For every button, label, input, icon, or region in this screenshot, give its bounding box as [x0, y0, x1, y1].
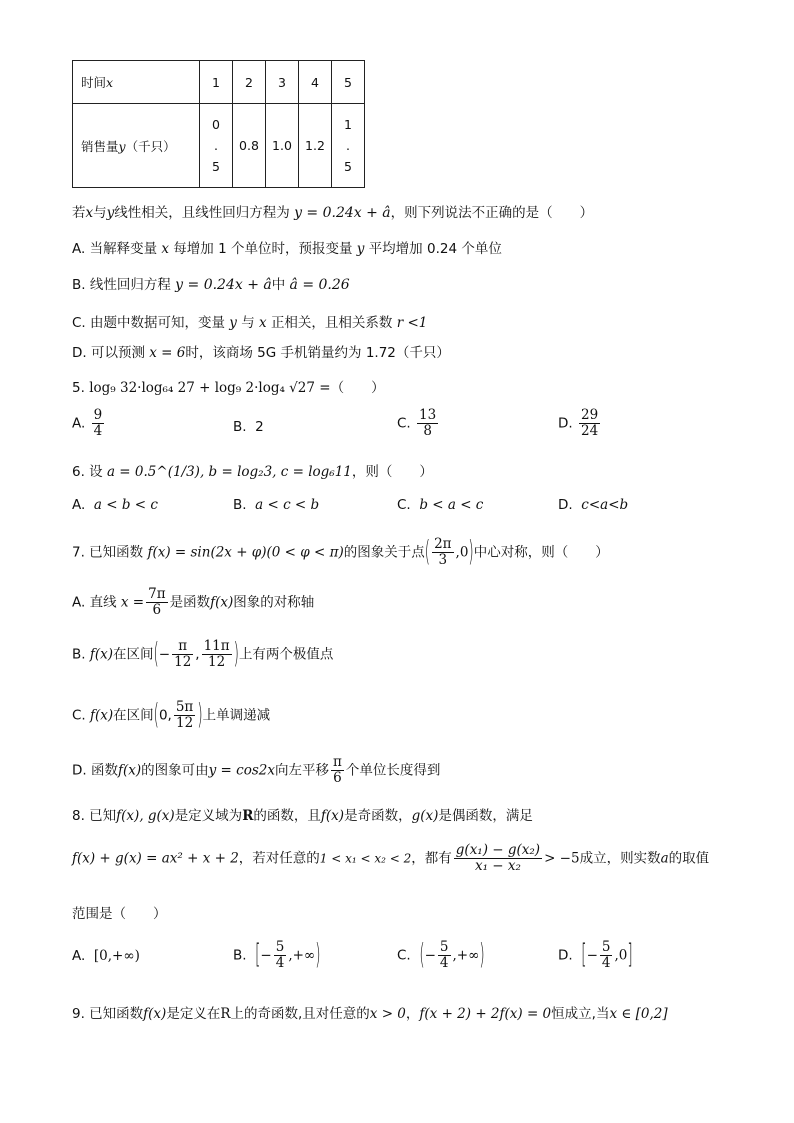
cell-digit: 0 — [212, 117, 220, 132]
table-cell: 0.8 — [233, 104, 266, 188]
text: 向左平移 — [274, 762, 329, 779]
question-4-option-d — [72, 341, 450, 361]
value: c<a<b — [581, 497, 629, 513]
text: 6. 设 — [72, 464, 103, 480]
table-header-sales-var: y — [118, 138, 126, 154]
question-6-option-b: B. a < c < b — [233, 497, 320, 513]
cell-dot: . — [214, 138, 218, 153]
text: 平均增加 0.24 个单位 — [368, 241, 502, 257]
question-5-option-c: C. $\frac{13}{8}$ — [397, 407, 437, 439]
fraction — [174, 700, 195, 731]
numerator: 9 — [93, 407, 103, 423]
left-bracket: [ — [255, 939, 261, 972]
variable: a — [660, 850, 669, 867]
left-paren: ( — [153, 698, 159, 733]
fraction — [579, 408, 600, 439]
numerator: 13 — [419, 407, 437, 423]
inequality: > −5 — [544, 850, 580, 867]
table-header-time-var: x — [106, 75, 114, 90]
cell-dot: . — [346, 138, 350, 153]
question-7-option-b: B. f(x)在区间(− $\frac{\pi}{12}$ , $\frac{11\pi}{12}$ )上有两个极值点 — [72, 637, 334, 672]
text: 正相关，且相关系数 — [270, 315, 393, 331]
question-8-line-2 — [72, 843, 709, 874]
question-6-stem — [72, 460, 433, 480]
point-tail: ,0 — [455, 544, 469, 561]
numerator: π — [172, 639, 193, 655]
denominator: 6 — [152, 601, 162, 618]
text: 图象的对称轴 — [233, 594, 315, 611]
text: 上单调递减 — [202, 707, 271, 724]
right-bracket: ] — [627, 939, 633, 972]
text: 的函数，且 — [253, 808, 321, 824]
interval-tail: ,+∞ — [452, 947, 480, 964]
function-definition: f(x) = sin(2x + φ)(0 < φ < π) — [147, 544, 344, 561]
regression-equation: y = 0.24x + â — [294, 205, 391, 221]
text: 在区间 — [113, 707, 154, 724]
numerator: g(x₁) − g(x₂) — [455, 842, 541, 858]
equation: x = — [120, 594, 145, 611]
question-5-stem — [72, 376, 385, 396]
text: 与 — [241, 315, 255, 331]
value: 2 — [255, 419, 264, 435]
interval-tail: ,+∞ — [288, 947, 316, 964]
question-8-option-a: A. [0,+∞) — [72, 948, 140, 964]
equation: y = 0.24x + â — [175, 277, 272, 293]
text: 恒成立,当 — [551, 1006, 610, 1022]
text: 是奇函数， — [344, 808, 412, 824]
right-paren: ) — [315, 938, 321, 973]
function: f(x) — [320, 808, 345, 824]
table-header-sales-label: 销售量 — [81, 138, 119, 154]
denominator: 6 — [333, 769, 342, 786]
question-7-option-a — [72, 587, 314, 618]
equation: f(x) + g(x) = ax² + x + 2 — [72, 850, 239, 867]
function: f(x) — [90, 707, 114, 724]
cell-digit: 1 — [344, 117, 352, 132]
equation: â = 0.26 — [289, 277, 350, 293]
left-paren: ( — [419, 938, 425, 973]
cell-digit: 5 — [212, 159, 220, 174]
numerator: 29 — [580, 407, 599, 423]
table-cell: 1.2 — [299, 104, 332, 188]
function: f(x) — [210, 594, 234, 611]
question-number: 5. — [72, 380, 85, 396]
text: D. 函数 — [72, 762, 118, 779]
left-bracket: [ — [581, 939, 587, 972]
function: g(x) — [411, 808, 439, 824]
numerator: π — [332, 754, 342, 770]
function: f(x) — [143, 1006, 167, 1022]
fraction — [274, 940, 287, 971]
fraction — [92, 408, 105, 439]
text: C. — [72, 707, 86, 724]
text: B. — [72, 646, 86, 663]
fraction — [438, 940, 451, 971]
real-set: R — [220, 1006, 231, 1022]
numerator: 5π — [175, 699, 194, 715]
question-4-stem: 若x与y线性相关，且线性回归方程为 y = 0.24x + â，则下列说法不正确的是（ ） — [72, 205, 594, 221]
question-6-option-d: D. c<a<b — [558, 497, 629, 513]
left-paren: ( — [153, 637, 159, 672]
text: A. 当解释变量 — [72, 241, 158, 257]
text: 若 — [72, 205, 86, 221]
denominator: 8 — [423, 422, 432, 439]
table-cell: 5 — [332, 61, 365, 104]
condition: x > 0 — [369, 1006, 406, 1022]
denominator: 4 — [439, 954, 449, 971]
text: 上的奇函数,且对任意的 — [230, 1006, 370, 1022]
table-cell — [332, 104, 365, 188]
question-8-option-b: B. [− $\frac{5}{4}$ ,+∞) — [233, 938, 321, 973]
interval-tail: ,0 — [614, 947, 628, 964]
question-8-line-1 — [72, 804, 533, 824]
text: D. 可以预测 — [72, 345, 145, 361]
question-8-option-c: C. (− $\frac{5}{4}$ ,+∞) — [397, 938, 485, 973]
denominator: x₁ − x₂ — [474, 857, 521, 874]
question-8-option-d: D. [− $\frac{5}{4}$ ,0] — [558, 939, 633, 972]
text: 的图象关于点 — [343, 544, 425, 561]
text: 是函数 — [169, 594, 211, 611]
text: 在区间 — [113, 646, 154, 663]
denominator: 4 — [275, 954, 285, 971]
fraction — [600, 940, 613, 971]
question-6-option-a: A. a < b < c — [72, 497, 158, 513]
numerator: 11π — [203, 638, 230, 654]
value: a < c < b — [255, 497, 320, 513]
text: ，若对任意的 — [238, 850, 320, 867]
question-7-stem — [72, 537, 609, 568]
question-7-option-c: C. f(x)在区间(0, $\frac{5\pi}{12}$ )上单调递减 — [72, 698, 271, 733]
equation: f(x + 2) + 2f(x) = 0 — [419, 1006, 552, 1022]
definitions: a = 0.5^(1/3), b = log₂3, c = log₆11 — [106, 464, 352, 480]
function: f(x) — [117, 762, 142, 779]
denominator: 12 — [208, 653, 226, 670]
table-cell — [200, 104, 233, 188]
numerator: 2π — [434, 536, 452, 552]
text: 是定义域为 — [174, 808, 243, 824]
question-4-option-a: A. 当解释变量 x 每增加 1 个单位时，预报变量 y 平均增加 0.24 个单位 — [72, 241, 502, 257]
right-paren: ) — [468, 535, 474, 570]
log-expression: log₉ 32·log₆₄ 27 + log₉ 2·log₄ √27 =（ ） — [89, 380, 385, 396]
numerator: 5 — [601, 939, 611, 955]
question-9-line-1 — [72, 1002, 668, 1022]
table-cell: 1 — [200, 61, 233, 104]
numerator: 7π — [148, 586, 166, 602]
text: 线性相关，且线性回归方程为 — [114, 205, 290, 221]
fraction — [432, 537, 453, 568]
text: 中心对称，则（ ） — [473, 544, 609, 561]
table-cell: 3 — [266, 61, 299, 104]
right-paren: ) — [197, 698, 203, 733]
text: 中 — [271, 277, 286, 293]
text: 是偶函数，满足 — [438, 808, 533, 824]
text: A. 直线 — [72, 594, 117, 611]
text: 与 — [93, 205, 107, 221]
cell-digit: 5 — [344, 159, 352, 174]
table-header-sales-unit: （千只） — [125, 138, 176, 154]
fraction — [331, 755, 344, 786]
denominator: 12 — [175, 714, 194, 731]
right-paren: ) — [479, 938, 485, 973]
interval: [0,+∞) — [93, 948, 140, 964]
text: 范围是（ ） — [72, 906, 167, 922]
fraction — [172, 639, 193, 670]
left-paren: ( — [424, 535, 431, 570]
table-header-sales — [73, 104, 200, 188]
equation: r <1 — [396, 315, 428, 331]
table-header-time-label: 时间 — [81, 75, 107, 90]
text: 8. 已知 — [72, 808, 117, 824]
denominator: 24 — [580, 422, 599, 439]
value: a < b < c — [93, 497, 158, 513]
functions: f(x), g(x) — [116, 808, 175, 824]
text: 上有两个极值点 — [238, 646, 334, 663]
text: 每增加 1 个单位时，预报变量 — [173, 241, 353, 257]
table-cell: 4 — [299, 61, 332, 104]
text: 9. 已知函数 — [72, 1006, 144, 1022]
denominator: 3 — [438, 551, 448, 568]
fraction — [417, 408, 438, 439]
text: ， — [405, 1006, 420, 1022]
text: 成立，则实数 — [579, 850, 661, 867]
fraction — [202, 639, 232, 670]
text: B. 线性回归方程 — [72, 277, 171, 293]
fraction — [454, 843, 542, 874]
denominator: 4 — [601, 954, 611, 971]
text: 的取值 — [668, 850, 710, 867]
equation: x = 6 — [149, 345, 186, 361]
equation: y = cos2x — [208, 762, 275, 779]
text: 7. 已知函数 — [72, 544, 144, 561]
question-5-option-d: D. $\frac{29}{24}$ — [558, 407, 599, 439]
text: ，则（ ） — [351, 464, 433, 480]
numerator: 5 — [439, 939, 449, 955]
right-paren: ) — [233, 637, 239, 672]
denominator: 12 — [174, 653, 192, 670]
denominator: 4 — [93, 422, 103, 439]
question-8-line-3 — [72, 902, 167, 922]
text: 的图象可由 — [141, 762, 209, 779]
text: ，则下列说法不正确的是（ ） — [390, 205, 594, 221]
text: 时，该商场 5G 手机销量约为 1.72（千只） — [185, 345, 450, 361]
fraction — [146, 587, 167, 618]
table-cell: 2 — [233, 61, 266, 104]
question-4-option-c: C. 由题中数据可知，变量 y 与 x 正相关，且相关系数 r <1 — [72, 315, 428, 331]
value: b < a < c — [419, 497, 484, 513]
condition: 1 < x₁ < x₂ < 2 — [319, 851, 412, 866]
function: f(x) — [89, 646, 114, 663]
real-set: R — [242, 808, 254, 824]
question-4-option-b — [72, 273, 350, 293]
question-6-option-c: C. b < a < c — [397, 497, 484, 513]
numerator: 5 — [275, 939, 285, 955]
text: 是定义在 — [166, 1006, 221, 1022]
text: ，都有 — [411, 850, 452, 867]
table-header-time — [73, 61, 200, 104]
range: x ∈ [0,2] — [609, 1006, 668, 1022]
question-5-option-a: A. $\frac{9}{4}$ — [72, 407, 103, 439]
text: C. 由题中数据可知，变量 — [72, 315, 226, 331]
text: 个单位长度得到 — [345, 762, 441, 779]
question-7-option-d — [72, 755, 440, 786]
question-5-option-b: B. 2 — [233, 419, 264, 435]
table-cell: 1.0 — [266, 104, 299, 188]
sales-data-table — [72, 60, 365, 188]
